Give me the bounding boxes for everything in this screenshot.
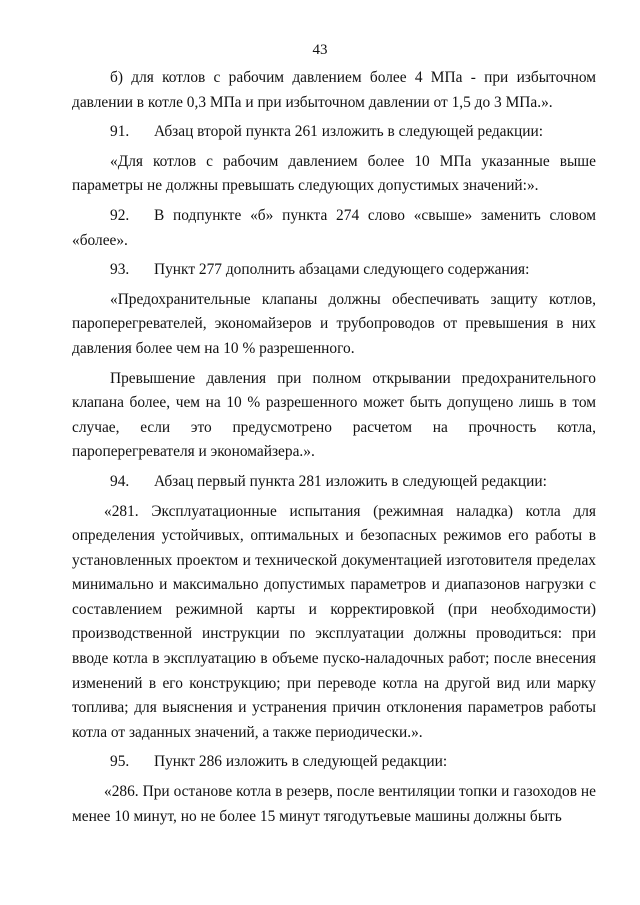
item-text: Пункт 277 дополнить абзацами следующего содержания: xyxy=(154,261,530,279)
item-95 xyxy=(72,750,596,775)
item-94 xyxy=(72,470,596,495)
paragraph-pressure-excess: Превышение давления при полном открывании предохранительного клапана более, чем на 10 % разрешенного может быть допущено лишь в том случае, если это предусмотрено расчетом на прочность котла, пароперегревателя и экономайзера.». xyxy=(72,369,596,461)
paragraph-286: «286. При останове котла в резерв, после вентиляции топки и газоходов не менее 10 минут, но не более 15 минут тягодутьевые машины должны быть xyxy=(72,783,596,825)
item-number: 92. xyxy=(110,206,130,224)
item-93 xyxy=(72,258,596,283)
item-text: Пункт 286 изложить в следующей редакции: xyxy=(154,753,448,771)
item-text: Абзац первый пункта 281 изложить в следующей редакции: xyxy=(154,472,547,490)
item-92 xyxy=(72,204,596,253)
item-number: 95. xyxy=(110,753,130,771)
item-number: 91. xyxy=(110,123,130,141)
item-number: 93. xyxy=(110,261,130,279)
paragraph-b-boilers-4mpa: б) для котлов с рабочим давлением более 4 МПа - при избыточном давлении в котле 0,3 МПа и при избыточном давлении от 1,5 до 3 МПа.». xyxy=(72,69,596,111)
page-number: 43 xyxy=(312,42,328,58)
item-number: 94. xyxy=(110,472,130,490)
item-text: Абзац второй пункта 261 изложить в следующей редакции: xyxy=(154,123,543,141)
paragraph-281: «281. Эксплуатационные испытания (режимная наладка) котла для определения устойчивых, оптимальных и безопасных режимов его работы в установленных проектом и технической документацией изготовителя пределах минимально и максимально допустимых параметров и диапазонов нагрузки с составлением режимной карты и корректировкой (при необходимости) производственной инструкции по эксплуатации должны проводиться: при вводе котла в эксплуатацию в объеме пуско-наладочных работ; после внесения изменений в его конструкцию; при переводе котла на другой вид или марку топлива; для выяснения и устранения причин отклонения параметров работы котла от заданных значений, а также периодически.». xyxy=(72,502,596,741)
item-text: В подпункте «б» пункта 274 слово «свыше» заменить словом «более». xyxy=(72,206,596,249)
paragraph-quote-10mpa: «Для котлов с рабочим давлением более 10 МПа указанные выше параметры не должны превышать следующих допустимых значений:». xyxy=(72,152,596,195)
item-91 xyxy=(72,120,596,145)
document-body xyxy=(72,66,596,834)
paragraph-safety-valves: «Предохранительные клапаны должны обеспечивать защиту котлов, пароперегревателей, экономайзеров и трубопроводов от превышения в них давления более чем на 10 % разрешенного. xyxy=(72,290,596,357)
